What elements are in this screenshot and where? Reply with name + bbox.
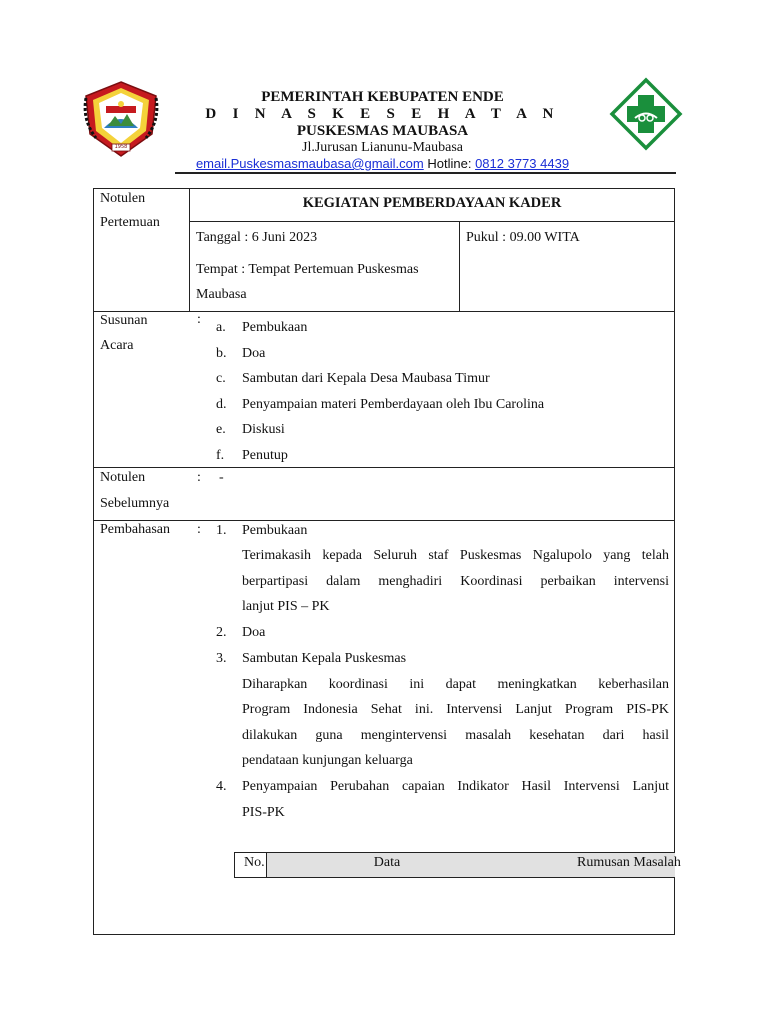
- email-link[interactable]: email.Puskesmasmaubasa@gmail.com: [195, 156, 424, 171]
- discussion-line: Penyampaian Perubahan capaian Indikator Hasil Intervensi Lanjut: [242, 779, 669, 794]
- list-text: Diskusi: [242, 422, 285, 438]
- meeting-date: Tanggal : 6 Juni 2023: [196, 230, 318, 245]
- puskesmas-name: PUSKESMAS MAUBASA: [296, 123, 469, 139]
- list-marker: b.: [216, 345, 227, 361]
- crest-year: 1958: [114, 144, 128, 150]
- hotline-link[interactable]: 0812 3773 4439: [475, 156, 570, 171]
- list-text: Pembukaan: [242, 320, 308, 335]
- letterhead-divider: [175, 172, 676, 174]
- discussion-line: lanjut PIS – PK: [242, 599, 330, 614]
- list-marker: a.: [216, 320, 226, 335]
- meeting-place-1: Tempat : Tempat Pertemuan Puskesmas: [196, 262, 419, 277]
- list-text: Sambutan dari Kepala Desa Maubasa Timur: [242, 371, 490, 387]
- data-table-header-data: [266, 852, 564, 878]
- previous-value: -: [219, 470, 224, 485]
- list-marker: f.: [216, 447, 225, 463]
- row-divider-agenda: [93, 311, 675, 312]
- agency-name: D I N A S K E S E H A T A N: [205, 106, 560, 122]
- gov-name: PEMERINTAH KEBUPATEN ENDE: [261, 89, 504, 105]
- meeting-label-2: Pertemuan: [100, 215, 160, 230]
- discussion-title-2: Doa: [242, 625, 266, 640]
- list-text: Penutup: [242, 447, 288, 463]
- discussion-colon: :: [197, 522, 201, 537]
- discussion-line: Diharapkan koordinasi ini dapat meningkatkan keberhasilan: [242, 677, 669, 692]
- data-table-header-rumusan: [563, 852, 681, 878]
- list-text: Doa: [242, 345, 266, 361]
- col-rumusan-label: Rumusan Masalah: [577, 855, 681, 870]
- discussion-line: pendataan kunjungan keluarga: [242, 753, 413, 768]
- discussion-title-1: Pembukaan: [242, 523, 308, 538]
- discussion-line: dilakukan guna mengintervensi masalah kesehatan dari hasil: [242, 728, 669, 743]
- list-item: [216, 392, 656, 418]
- regency-crest: [82, 80, 160, 158]
- previous-colon: :: [197, 470, 201, 485]
- discussion-line: PIS-PK: [242, 805, 285, 820]
- discussion-marker-1: 1.: [216, 523, 227, 538]
- contact-line: [170, 155, 595, 173]
- data-table-header-no: [234, 852, 267, 878]
- puskesmas-logo: [609, 77, 683, 151]
- date-time-divider: [459, 221, 460, 311]
- list-marker: d.: [216, 396, 227, 412]
- discussion-marker-3: 3.: [216, 651, 227, 666]
- meeting-title-divider: [189, 221, 675, 222]
- discussion-title-3: Sambutan Kepala Puskesmas: [242, 651, 407, 666]
- list-item: [216, 341, 656, 367]
- list-item: [216, 417, 656, 443]
- discussion-line: Program Indonesia Sehat ini. Intervensi Lanjut Program PIS-PK: [242, 702, 669, 717]
- list-item: [216, 315, 656, 341]
- agenda-list: [216, 315, 656, 469]
- discussion-line: Terimakasih kepada Seluruh staf Puskesmas Ngalupolo yang telah: [242, 548, 669, 563]
- list-item: [216, 443, 656, 469]
- discussion-marker-2: 2.: [216, 625, 227, 640]
- discussion-label: Pembahasan: [100, 522, 170, 537]
- meeting-time: Pukul : 09.00 WITA: [466, 230, 580, 245]
- row-divider-previous: [93, 467, 675, 468]
- discussion-marker-4: 4.: [216, 779, 227, 794]
- agenda-colon: :: [197, 312, 201, 327]
- row-divider-discussion: [93, 520, 675, 521]
- meeting-label-1: Notulen: [100, 191, 146, 206]
- list-marker: e.: [216, 422, 226, 438]
- col-no-label: No.: [244, 855, 265, 870]
- hotline-label: Hotline:: [427, 156, 472, 171]
- previous-label-1: Notulen: [100, 470, 146, 485]
- agenda-label-2: Acara: [100, 338, 134, 353]
- meeting-place-2: Maubasa: [196, 287, 247, 302]
- previous-label-2: Sebelumnya: [100, 496, 170, 511]
- meeting-title: KEGIATAN PEMBERDAYAAN KADER: [302, 195, 562, 211]
- agenda-label-1: Susunan: [100, 313, 148, 328]
- discussion-line: berpartipasi dalam menghadiri Koordinasi perbaikan intervensi: [242, 574, 669, 589]
- address: Jl.Jurusan Lianunu-Maubasa: [302, 140, 463, 155]
- list-item: [216, 366, 656, 392]
- col-data-label: Data: [373, 855, 401, 870]
- list-text: Penyampaian materi Pemberdayaan oleh Ibu Carolina: [242, 396, 545, 412]
- list-marker: c.: [216, 371, 226, 387]
